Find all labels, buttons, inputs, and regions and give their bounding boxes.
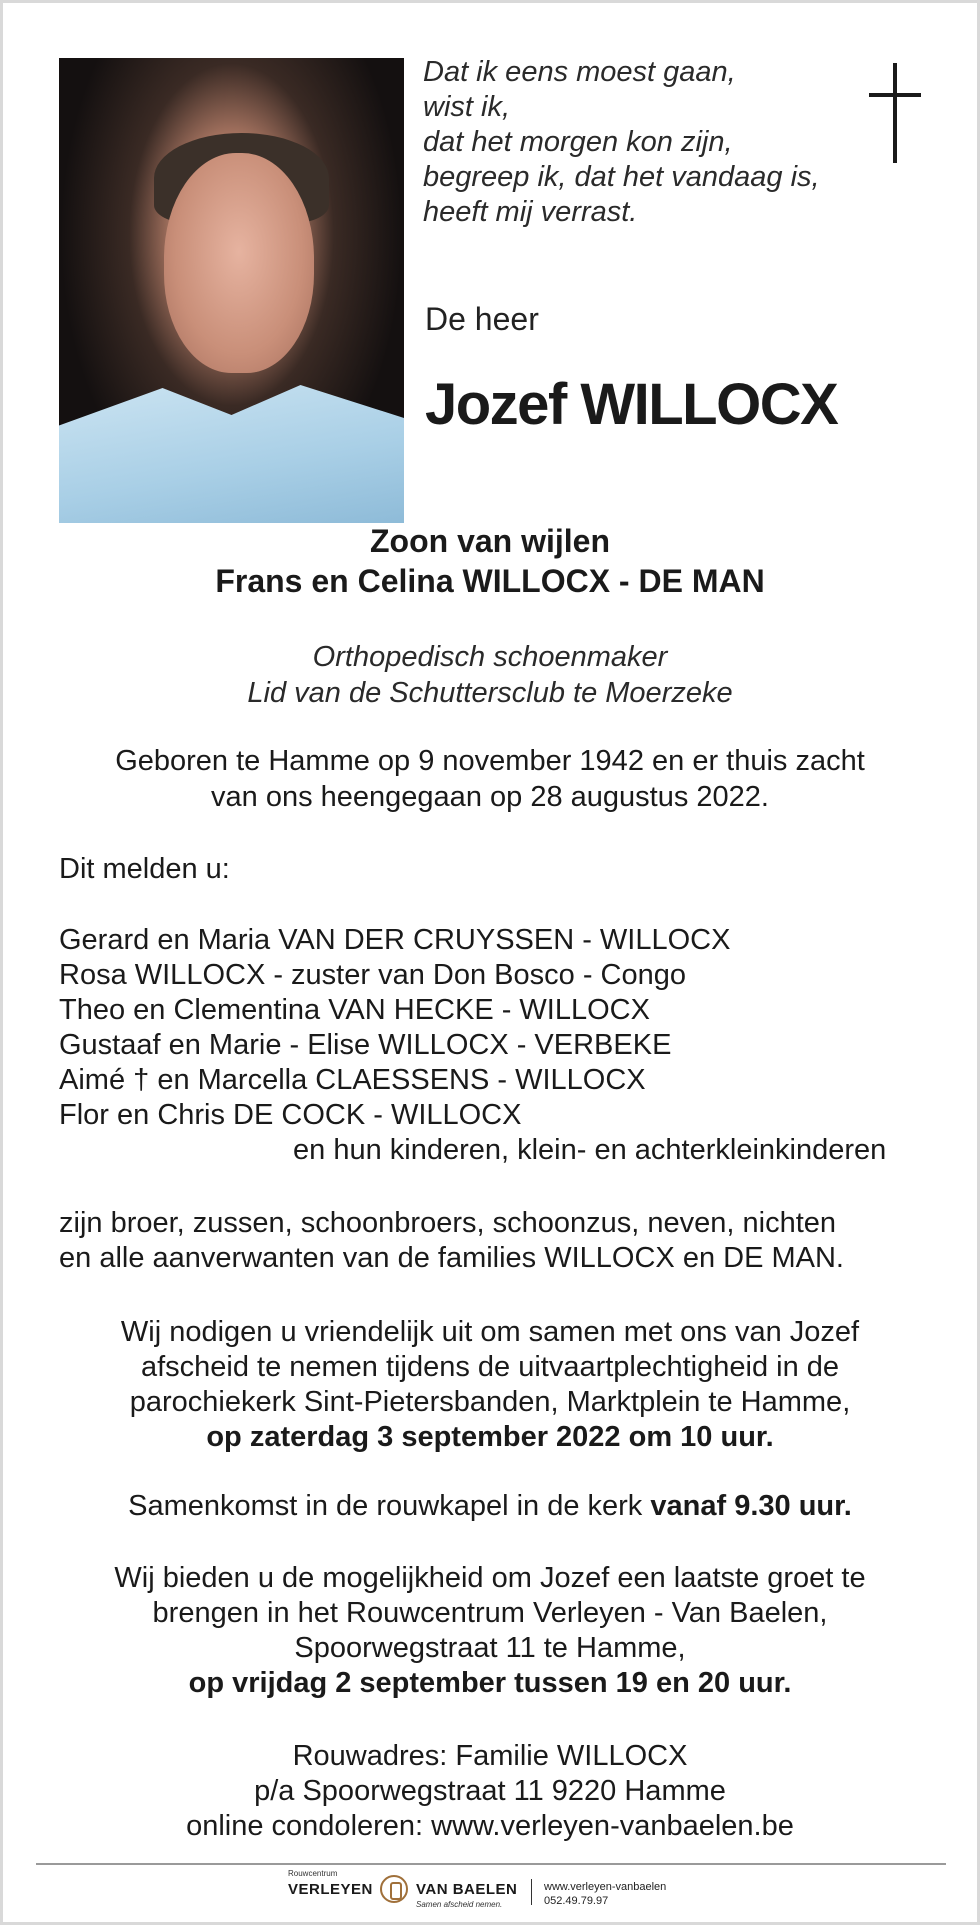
- footer-separator: [531, 1879, 532, 1905]
- visitation-info: [3, 1561, 977, 1701]
- invite-line: Wij nodigen u vriendelijk uit om samen met ons van Jozef: [120, 1316, 860, 1348]
- born-line: van ons heengegaan op 28 augustus 2022.: [211, 781, 769, 813]
- gathering-text: Samenkomst in de rouwkapel in de kerk: [128, 1490, 651, 1522]
- announcement-intro: Dit melden u:: [59, 853, 230, 885]
- footer-tagline: Samen afscheid nemen.: [416, 1900, 503, 1909]
- poem-line: heeft mij verrast.: [423, 196, 638, 228]
- poem-line: Dat ik eens moest gaan,: [423, 56, 736, 88]
- funeral-home-footer: [288, 1869, 708, 1913]
- poem-line: dat het morgen kon zijn,: [423, 126, 733, 158]
- invite-line: afscheid te nemen tijdens de uitvaartplechtigheid in de: [140, 1351, 840, 1383]
- footer-brand-verleyen: VERLEYEN: [288, 1881, 373, 1898]
- footer-small-label: Rouwcentrum: [288, 1869, 338, 1878]
- poem-line: wist ik,: [423, 91, 510, 123]
- footer-brand-vanbaelen: VAN BAELEN: [416, 1881, 518, 1898]
- poem-line: begreep ik, dat het vandaag is,: [423, 161, 820, 193]
- gathering-time: vanaf 9.30 uur.: [650, 1490, 852, 1522]
- visit-line: Spoorwegstraat 11 te Hamme,: [294, 1632, 686, 1664]
- address-line: p/a Spoorwegstraat 11 9220 Hamme: [254, 1775, 726, 1807]
- relatives: [59, 1206, 844, 1276]
- relatives-line: en alle aanverwanten van de families WILLOCX en DE MAN.: [59, 1242, 844, 1274]
- family-list: [59, 923, 730, 1133]
- parents-line: Frans en Celina WILLOCX - DE MAN: [215, 563, 765, 599]
- cross-icon: [865, 63, 925, 163]
- condolence-link[interactable]: online condoleren: www.verleyen-vanbaelen.be: [186, 1810, 794, 1842]
- family-item: Gerard en Maria VAN DER CRUYSSEN - WILLOCX: [59, 924, 731, 956]
- poem: [423, 55, 820, 230]
- footer-website[interactable]: www.verleyen-vanbaelen: [544, 1881, 667, 1893]
- occupation-line: Lid van de Schuttersclub te Moerzeke: [247, 677, 733, 709]
- relatives-line: zijn broer, zussen, schoonbroers, schoonzus, neven, nichten: [59, 1207, 837, 1239]
- family-item: Theo en Clementina VAN HECKE - WILLOCX: [59, 994, 650, 1026]
- born-line: Geboren te Hamme op 9 november 1942 en er thuis zacht: [115, 745, 865, 777]
- deceased-name: Jozef WILLOCX: [425, 372, 838, 437]
- mourning-address: [3, 1739, 977, 1844]
- portrait-face: [164, 153, 314, 373]
- funeral-home-logo-icon: [380, 1875, 408, 1903]
- visit-line: Wij bieden u de mogelijkheid om Jozef een laatste groet te: [114, 1562, 866, 1594]
- honorific: De heer: [425, 301, 539, 337]
- occupation: [3, 639, 977, 711]
- family-item: Rosa WILLOCX - zuster van Don Bosco - Congo: [59, 959, 686, 991]
- invite-line: parochiekerk Sint-Pietersbanden, Marktplein te Hamme,: [129, 1386, 851, 1418]
- portrait-photo: [59, 58, 404, 523]
- descendants: en hun kinderen, klein- en achterkleinkinderen: [293, 1134, 887, 1166]
- gathering-info: [3, 1490, 977, 1523]
- footer-phone: 052.49.79.97: [544, 1895, 609, 1907]
- funeral-invitation: [3, 1315, 977, 1455]
- occupation-line: Orthopedisch schoenmaker: [312, 641, 668, 673]
- funeral-date: op zaterdag 3 september 2022 om 10 uur.: [206, 1421, 774, 1453]
- parents-line: Zoon van wijlen: [369, 523, 610, 559]
- family-item: Flor en Chris DE COCK - WILLOCX: [59, 1099, 522, 1131]
- birth-death-text: [3, 743, 977, 815]
- portrait-shirt: [59, 373, 404, 523]
- visit-date: op vrijdag 2 september tussen 19 en 20 uur.: [188, 1667, 792, 1699]
- parents: [3, 521, 977, 601]
- footer-divider: [36, 1863, 946, 1865]
- address-line: Rouwadres: Familie WILLOCX: [292, 1740, 688, 1772]
- obituary-card: [3, 3, 977, 1922]
- family-item: Gustaaf en Marie - Elise WILLOCX - VERBEKE: [59, 1029, 672, 1061]
- visit-line: brengen in het Rouwcentrum Verleyen - Van Baelen,: [152, 1597, 828, 1629]
- family-item: Aimé † en Marcella CLAESSENS - WILLOCX: [59, 1064, 646, 1096]
